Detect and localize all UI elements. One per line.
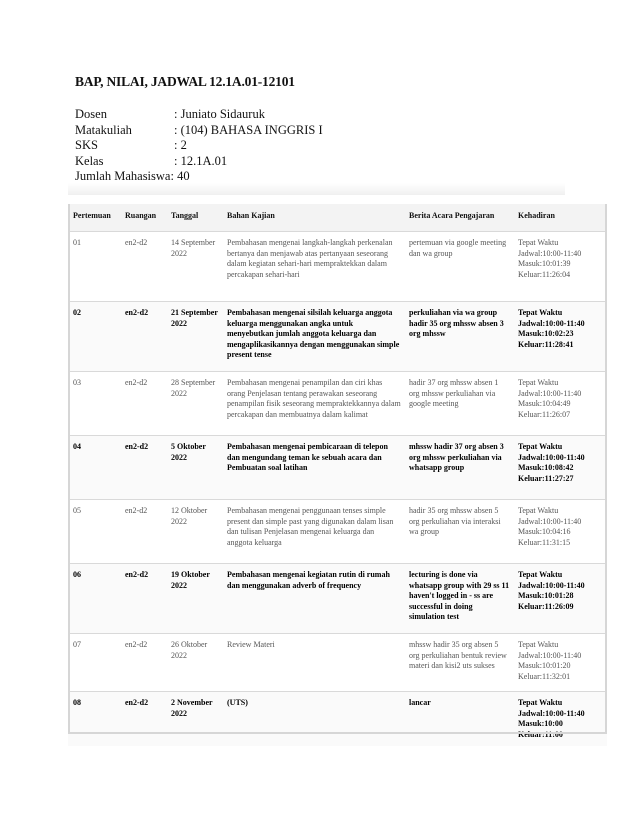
cell-bahan-kajian: Pembahasan mengenai penggunaan tenses simple present dan simple past yang digunakan dalam lisan dan tulisan Penjelasan mengenai keluarga dan anggota keluarga	[227, 506, 394, 547]
kehadiran-jadwal: Jadwal:10:00-11:40	[518, 318, 585, 328]
attendance-table-container	[68, 204, 607, 746]
kehadiran-masuk: Masuk:10:02:23	[518, 329, 574, 338]
info-value: : 40	[170, 169, 190, 184]
header-bahan-kajian: Bahan Kajian	[227, 211, 275, 220]
kehadiran-keluar: Keluar:11:32:01	[518, 671, 571, 681]
cell-berita-acara: perkuliahan via wa group hadir 35 org mhssw absen 3 org mhssw	[409, 308, 504, 338]
course-info	[75, 107, 323, 185]
cell-tanggal: 26 Oktober 2022	[171, 640, 208, 660]
cell-kehadiran	[513, 564, 607, 634]
table-row	[68, 232, 607, 302]
info-label: Jumlah Mahasiswa	[75, 169, 171, 184]
header-kehadiran: Kehadiran	[518, 211, 555, 220]
cell-ruangan: en2-d2	[125, 238, 148, 247]
cell-ruangan: en2-d2	[125, 308, 149, 317]
kehadiran-masuk: Masuk:10:04:49	[518, 399, 571, 408]
cell-pertemuan: 07	[73, 640, 81, 649]
kehadiran-jadwal: Jadwal:10:00-11:40	[518, 452, 585, 462]
header-tanggal: Tanggal	[171, 211, 199, 220]
cell-ruangan: en2-d2	[125, 640, 148, 649]
kehadiran-status: Tepat Waktu	[518, 640, 559, 649]
header-berita-acara: Berita Acara Pengajaran	[409, 211, 495, 220]
kehadiran-keluar: Keluar:11:31:15	[518, 537, 571, 547]
cell-ruangan: en2-d2	[125, 442, 149, 451]
kehadiran-keluar: Keluar:11:26:07	[518, 409, 571, 419]
cell-kehadiran	[513, 692, 607, 747]
header-ruangan: Ruangan	[125, 211, 157, 220]
kehadiran-jadwal: Jadwal:10:00-11:40	[518, 650, 582, 660]
info-row	[75, 138, 323, 154]
table-row	[68, 634, 607, 692]
cell-tanggal: 28 September 2022	[171, 378, 216, 398]
table-row	[68, 302, 607, 372]
kehadiran-status: Tepat Waktu	[518, 570, 563, 579]
kehadiran-jadwal: Jadwal:10:00-11:40	[518, 388, 582, 398]
cell-pertemuan: 08	[73, 698, 81, 707]
kehadiran-jadwal: Jadwal:10:00-11:40	[518, 516, 582, 526]
info-value: : 2	[174, 138, 187, 153]
cell-pertemuan: 06	[73, 570, 81, 579]
cell-berita-acara: lancar	[409, 698, 431, 707]
table-row	[68, 500, 607, 564]
cell-kehadiran	[513, 302, 607, 372]
kehadiran-masuk: Masuk:10:01:20	[518, 661, 571, 670]
kehadiran-masuk: Masuk:10:00	[518, 719, 563, 728]
cell-ruangan: en2-d2	[125, 698, 149, 707]
cell-bahan-kajian: (UTS)	[227, 698, 248, 707]
kehadiran-status: Tepat Waktu	[518, 378, 559, 387]
kehadiran-status: Tepat Waktu	[518, 442, 563, 451]
cell-tanggal: 21 September 2022	[171, 308, 218, 328]
cell-berita-acara: mhssw hadir 37 org absen 3 org mhssw perkuliahan via whatsapp group	[409, 442, 504, 472]
cell-kehadiran	[513, 372, 607, 436]
info-row	[75, 107, 323, 123]
document-title: BAP, NILAI, JADWAL 12.1A.01-12101	[75, 74, 295, 89]
cell-berita-acara: hadir 35 org mhssw absen 5 org perkuliahan via interaksi wa group	[409, 506, 501, 536]
kehadiran-status: Tepat Waktu	[518, 506, 559, 515]
kehadiran-status: Tepat Waktu	[518, 698, 563, 707]
cell-pertemuan: 05	[73, 506, 81, 515]
kehadiran-status: Tepat Waktu	[518, 238, 559, 247]
cell-tanggal: 12 Oktober 2022	[171, 506, 208, 526]
kehadiran-keluar: Keluar:11:26:04	[518, 269, 571, 279]
cell-ruangan: en2-d2	[125, 378, 148, 387]
cell-berita-acara: mhssw hadir 35 org absen 5 org perkuliahan bentuk review materi dan kisi2 uts sukses	[409, 640, 507, 670]
table-header-row	[68, 204, 607, 232]
kehadiran-keluar: Keluar:11:00	[518, 729, 563, 739]
cell-berita-acara: pertemuan via google meeting dan wa group	[409, 238, 507, 258]
kehadiran-masuk: Masuk:10:01:28	[518, 591, 574, 600]
cell-pertemuan: 01	[73, 238, 81, 247]
cell-tanggal: 2 November 2022	[171, 698, 213, 718]
cell-bahan-kajian: Pembahasan mengenai silsilah keluarga anggota keluarga menggunakan angka untuk menyebutkan jumlah anggota keluarga dan mengaplikasikannya dengan menggunakan simple present tense	[227, 308, 400, 359]
info-value: : 12.1A.01	[174, 153, 228, 168]
kehadiran-masuk: Masuk:10:01:39	[518, 259, 571, 268]
attendance-table	[68, 204, 607, 746]
cell-bahan-kajian: Pembahasan mengenai langkah-langkah perkenalan bertanya dan menjawab atas pertanyaan seseorang dalam kegiatan sehari-hari mempraktekkan dalam percakapan sehari-hari	[227, 238, 393, 279]
table-row	[68, 372, 607, 436]
kehadiran-status: Tepat Waktu	[518, 308, 563, 317]
info-row	[75, 154, 323, 170]
cell-pertemuan: 02	[73, 308, 81, 317]
cell-berita-acara: lecturing is done via whatsapp group with 29 ss 11 haven't logged in - ss are successful in doing simulation test	[409, 570, 510, 621]
info-row	[75, 123, 323, 139]
cell-kehadiran	[513, 634, 607, 692]
cell-berita-acara: hadir 37 org mhssw absen 1 org mhssw perkuliahan via google meeting	[409, 378, 499, 408]
cell-tanggal: 19 Oktober 2022	[171, 570, 210, 590]
table-row	[68, 436, 607, 500]
cell-tanggal: 14 September 2022	[171, 238, 216, 258]
info-value: : (104) BAHASA INGGRIS I	[174, 122, 323, 137]
cell-tanggal: 5 Oktober 2022	[171, 442, 206, 462]
info-label: SKS	[75, 138, 98, 153]
kehadiran-masuk: Masuk:10:04:16	[518, 527, 571, 536]
header-shadow	[68, 183, 565, 195]
header-pertemuan: Pertemuan	[73, 211, 111, 220]
table-row	[68, 564, 607, 634]
cell-ruangan: en2-d2	[125, 570, 149, 579]
cell-ruangan: en2-d2	[125, 506, 148, 515]
cell-kehadiran	[513, 436, 607, 500]
kehadiran-keluar: Keluar:11:27:27	[518, 473, 574, 483]
info-label: Matakuliah	[75, 122, 132, 137]
cell-bahan-kajian: Pembahasan mengenai penampilan dan ciri khas orang Penjelasan tentang perawakan seseorang penampilan fisik seseorang mempraktekkannya dalam percakapan dan membuatnya dalam kalimat	[227, 378, 401, 419]
kehadiran-jadwal: Jadwal:10:00-11:40	[518, 580, 585, 590]
kehadiran-masuk: Masuk:10:08:42	[518, 463, 574, 472]
cell-bahan-kajian: Pembahasan mengenai kegiatan rutin di rumah dan menggunakan adverb of frequency	[227, 570, 390, 590]
cell-pertemuan: 04	[73, 442, 81, 451]
table-row	[68, 692, 607, 747]
cell-bahan-kajian: Review Materi	[227, 640, 275, 649]
kehadiran-jadwal: Jadwal:10:00-11:40	[518, 248, 582, 258]
kehadiran-keluar: Keluar:11:26:09	[518, 601, 574, 611]
cell-bahan-kajian: Pembahasan mengenai pembicaraan di telepon dan mengundang teman ke sebuah acara dan Pembuatan soal latihan	[227, 442, 388, 472]
kehadiran-jadwal: Jadwal:10:00-11:40	[518, 708, 585, 718]
info-label: Dosen	[75, 107, 107, 121]
info-value: : Juniato Sidauruk	[174, 107, 265, 121]
cell-pertemuan: 03	[73, 378, 81, 387]
cell-kehadiran	[513, 500, 607, 564]
cell-kehadiran	[513, 232, 607, 302]
info-label: Kelas	[75, 153, 104, 168]
kehadiran-keluar: Keluar:11:28:41	[518, 339, 574, 349]
